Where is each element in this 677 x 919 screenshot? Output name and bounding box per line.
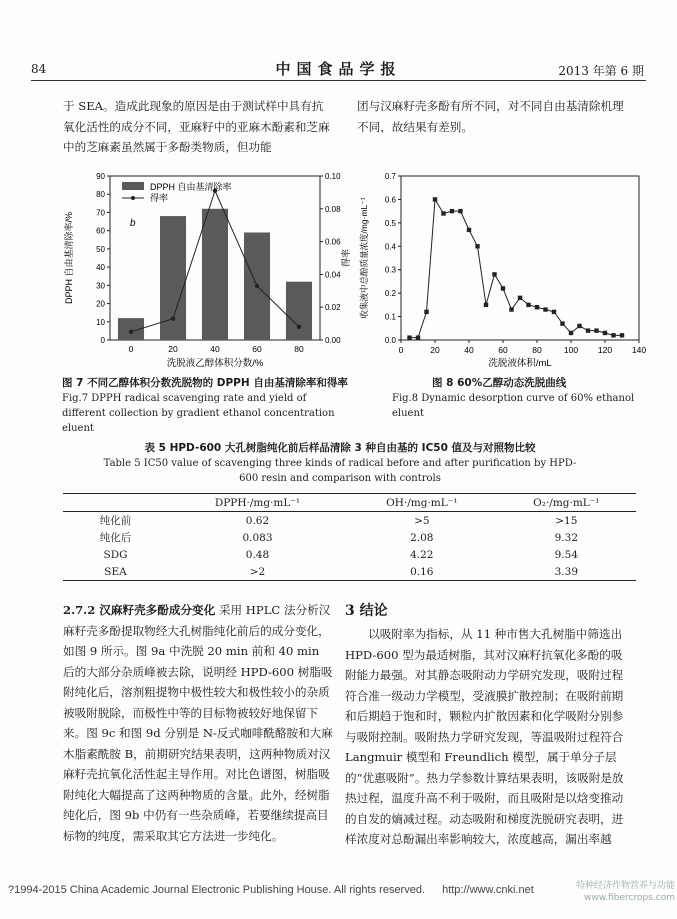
table-cell: 0.62 (245, 514, 270, 527)
fig8-data-point (552, 310, 556, 314)
fig8-data-point (560, 321, 564, 325)
fig7-legend-line-label: 得率 (150, 193, 169, 203)
fig8-data-point (518, 296, 522, 300)
table-cell: 纯化前 (99, 515, 132, 527)
fig7-left-tick-label: 30 (96, 281, 105, 291)
table5-title (60, 440, 620, 486)
fig7-x-tick-label: 40 (210, 344, 220, 354)
fig8-y-tick-label: 0.4 (384, 242, 396, 252)
fig7-x-tick-label: 0 (128, 344, 134, 354)
table-cell: 9.54 (554, 548, 579, 561)
journal-title: 中国食品学报 (275, 60, 402, 78)
fig7-caption (62, 376, 352, 436)
fig8-x-axis-label: 洗脱液体积/mL (488, 358, 552, 369)
fig8-data-point (433, 197, 437, 201)
fig7-left-tick-label: 60 (96, 226, 105, 236)
fig8-x-tick-label: 140 (631, 345, 647, 355)
fig7-right-tick-label: 0.02 (325, 303, 341, 313)
table-cell: 纯化后 (99, 532, 132, 544)
fig8-data-point (611, 333, 615, 337)
fig7-left-tick-label: 50 (96, 244, 105, 254)
fig7-right-axis-label: 得率 (341, 248, 351, 268)
fig8-data-point (441, 211, 445, 215)
table-row (63, 512, 636, 530)
fig7-legend-bar-swatch (122, 182, 144, 190)
fig8-chart (357, 168, 657, 372)
fig8-data-point (509, 307, 513, 311)
fig7-yield-point (129, 330, 133, 334)
fig8-y-tick-label: 0.6 (384, 195, 396, 205)
fig7-legend-bar-label: DPPH 自由基清除率 (150, 182, 232, 192)
fig7-x-axis-label: 洗脱液乙醇体积分数/% (166, 358, 264, 369)
fig8-caption (392, 376, 662, 421)
fig8-data-point (467, 228, 471, 232)
cnki-link[interactable]: http://www.cnki.net (442, 884, 534, 896)
fig7-bar (286, 282, 312, 340)
top-text-right: 团与汉麻籽壳多酚有所不同，对不同自由基清除机理不同，故结果有差别。 (357, 99, 624, 134)
fig8-data-point (407, 335, 411, 339)
section-272 (63, 600, 333, 846)
fig8-y-tick-label: 0.3 (384, 265, 396, 275)
fig7-caption-zh: 图 7 不同乙醇体积分数洗脱物的 DPPH 自由基清除率和得率 (62, 377, 348, 389)
table-cell: >15 (555, 514, 578, 527)
fig7-caption-en: Fig.7 DPPH radical scavenging rate and yield of different collection by gradient ethanol concentration eluent (62, 393, 335, 434)
table-cell: 0.48 (245, 548, 270, 561)
fig8-y-tick-label: 0.0 (384, 336, 396, 345)
fig8-x-tick-label: 120 (597, 345, 613, 355)
fig8-desorption-line (410, 199, 623, 337)
fig8-x-tick-label: 80 (532, 345, 542, 355)
fig7-left-tick-label: 40 (96, 263, 105, 273)
fig8-caption-en: Fig.8 Dynamic desorption curve of 60% ethanol eluent (392, 393, 635, 419)
fig8-data-point (501, 286, 505, 290)
fig8-y-tick-label: 0.2 (384, 289, 396, 299)
table5 (63, 493, 636, 581)
table5-header-cell: OH·/mg·mL⁻¹ (386, 496, 458, 509)
fig8-data-point (424, 310, 428, 314)
table-cell: 3.39 (554, 565, 579, 578)
fig7-right-tick-label: 0.10 (325, 172, 341, 181)
fig8-data-point (569, 331, 573, 335)
table5-header-cell (63, 494, 168, 512)
fig8-data-point (620, 333, 624, 337)
fig8-data-point (458, 209, 462, 213)
fig7-right-tick-label: 0.06 (325, 237, 341, 247)
fig8-data-point (416, 335, 420, 339)
fig7-left-tick-label: 0 (100, 336, 105, 345)
fig8-y-tick-label: 0.7 (384, 172, 396, 181)
fig7-left-tick-label: 80 (96, 190, 105, 200)
fig8-data-point (535, 305, 539, 309)
fig7-yield-point (255, 284, 259, 288)
fig8-y-tick-label: 0.1 (384, 312, 396, 322)
fig8-y-tick-label: 0.5 (384, 218, 396, 228)
fig8-x-tick-label: 60 (498, 345, 508, 355)
fig8-data-point (526, 303, 530, 307)
table-cell: SEA (104, 565, 127, 578)
fig8-data-point (594, 328, 598, 332)
fig8-data-point (577, 324, 581, 328)
page-number: 84 (31, 62, 47, 76)
fig7-right-tick-label: 0.08 (325, 204, 341, 214)
fig8-x-tick-label: 40 (464, 345, 474, 355)
fig8-data-point (492, 272, 496, 276)
section-3-body: 以吸附率为指标，从 11 种市售大孔树脂中筛选出 HPD-600 型为最适树脂，其对汉麻籽抗氧化多酚的吸附能力最强。对其静态吸附动力学研究发现，吸附过程符合准一级动力学模型，受液膜扩散控制；在吸附前期和后期趋于饱和时，颗粒内扩散因素和化学吸附分别参与吸附控制。吸附热力学研究发现，等温吸附过程符合 Langmuir 模型和 Freundlich 模型，属于单分子层的“优惠吸附”。热力学参数计算结果表明，该吸附是放热过程，温度升高不利于吸附，而且吸附是以焓变推动的自发的熵减过程。动态吸附和梯度洗脱研究表明，进样浓度对总酚漏出率影响较大，浓度越高，漏出率越 (345, 627, 624, 846)
table-cell: 0.16 (410, 565, 434, 578)
fig7-legend-line-marker (131, 196, 135, 200)
copyright-text: ?1994-2015 China Academic Journal Electronic Publishing House. All rights reserved. (8, 884, 426, 896)
fig8-data-point (586, 328, 590, 332)
figure-8 (357, 168, 657, 372)
table5-header-cell: O₂·/mg·mL⁻¹ (533, 496, 600, 509)
table-cell: 9.32 (554, 531, 579, 544)
fig7-x-tick-label: 60 (252, 344, 262, 354)
table5-header-row (63, 494, 636, 512)
issue-label: 2013 年第 6 期 (558, 64, 644, 78)
footer-copyright (8, 884, 534, 896)
fig7-panel-label: b (130, 218, 136, 229)
fig7-chart (60, 168, 355, 372)
table-cell: SDG (103, 548, 128, 561)
fig7-left-axis-label: DPPH 自由基清除率/% (64, 211, 74, 305)
fig7-yield-point (297, 325, 301, 329)
section-3-heading: 3 结论 (345, 603, 388, 619)
table-row (63, 563, 636, 581)
fig8-x-tick-label: 100 (563, 345, 579, 355)
fig8-data-point (475, 244, 479, 248)
figure-7 (60, 168, 355, 372)
watermark (550, 880, 675, 904)
fig7-right-tick-label: 0.00 (325, 336, 341, 345)
fig8-data-point (484, 303, 488, 307)
fig7-left-tick-label: 20 (96, 299, 105, 309)
table-row (63, 529, 636, 546)
table-cell: >5 (414, 514, 430, 527)
fig8-x-tick-label: 0 (398, 345, 404, 355)
fig7-yield-point (171, 316, 175, 320)
table-cell: 4.22 (410, 548, 434, 561)
fig8-x-tick-label: 20 (430, 345, 440, 355)
table-cell: 0.083 (242, 531, 273, 544)
fig7-bar (202, 209, 228, 340)
table5-title-zh: 表 5 HPD-600 大孔树脂纯化前后样品清除 3 种自由基的 IC50 值及与对照物比较 (144, 442, 536, 454)
section-272-heading: 2.7.2 汉麻籽壳多酚成分变化 (63, 603, 216, 617)
fig7-x-tick-label: 80 (294, 344, 304, 354)
header-rule (31, 80, 646, 81)
fig8-y-axis-label: 收集液中总酚质量浓度/mg·mL⁻¹ (359, 197, 369, 319)
table5-title-en: Table 5 IC50 value of scavenging three kinds of radical before and after purification by HPD-600 resin and comparison with controls (103, 458, 577, 484)
watermark-zh: 特种经济作物营养与功能 (575, 881, 675, 891)
table-cell: >2 (249, 565, 266, 578)
fig7-left-tick-label: 70 (96, 208, 105, 218)
fig7-x-tick-label: 20 (168, 344, 178, 354)
fig7-left-tick-label: 90 (96, 172, 105, 181)
watermark-url: www.fibercrops.com (584, 893, 675, 903)
fig8-data-point (543, 307, 547, 311)
fig8-data-point (450, 209, 454, 213)
fig8-caption-zh: 图 8 60%乙醇动态洗脱曲线 (432, 377, 567, 389)
table-cell: 2.08 (410, 531, 434, 544)
fig8-data-point (603, 331, 607, 335)
top-text-left: 于 SEA。造成此现象的原因是由于测试样中具有抗氧化活性的成分不同，亚麻籽中的亚麻木酚素和芝麻中的芝麻素虽然属于多酚类物质，但功能 (63, 99, 330, 154)
fig7-left-tick-label: 10 (96, 317, 105, 327)
table5-header-cell: DPPH·/mg·mL⁻¹ (214, 496, 301, 509)
section-272-body: 采用 HPLC 法分析汉麻籽壳多酚提取物经大孔树脂纯化前后的成分变化，如图 9 所示。图 9a 中洗脱 20 min 前和 40 min 后的大部分杂质峰被去除，说明经 HPD-600 树脂吸附纯化后，溶剂粗提物中极性较大和极性较小的杂质被吸附脱除，而极性中等的目标物被较好地保留下来。图 9c 和图 9d 分别是 N-反式咖啡酰酪胺和大麻木脂素酰胺 B，前期研究结果表明，这两种物质对汉麻籽壳抗氧化活性起主导作用。对比色谱图，树脂吸附纯化大幅提高了这两种物质的含量。此外，经树脂纯化后，图 9b 中仍有一些杂质峰，若要继续提高目标物的纯度，需采取其它方法进一步纯化。 (63, 603, 333, 843)
table-row (63, 546, 636, 563)
fig7-right-tick-label: 0.04 (325, 270, 341, 280)
